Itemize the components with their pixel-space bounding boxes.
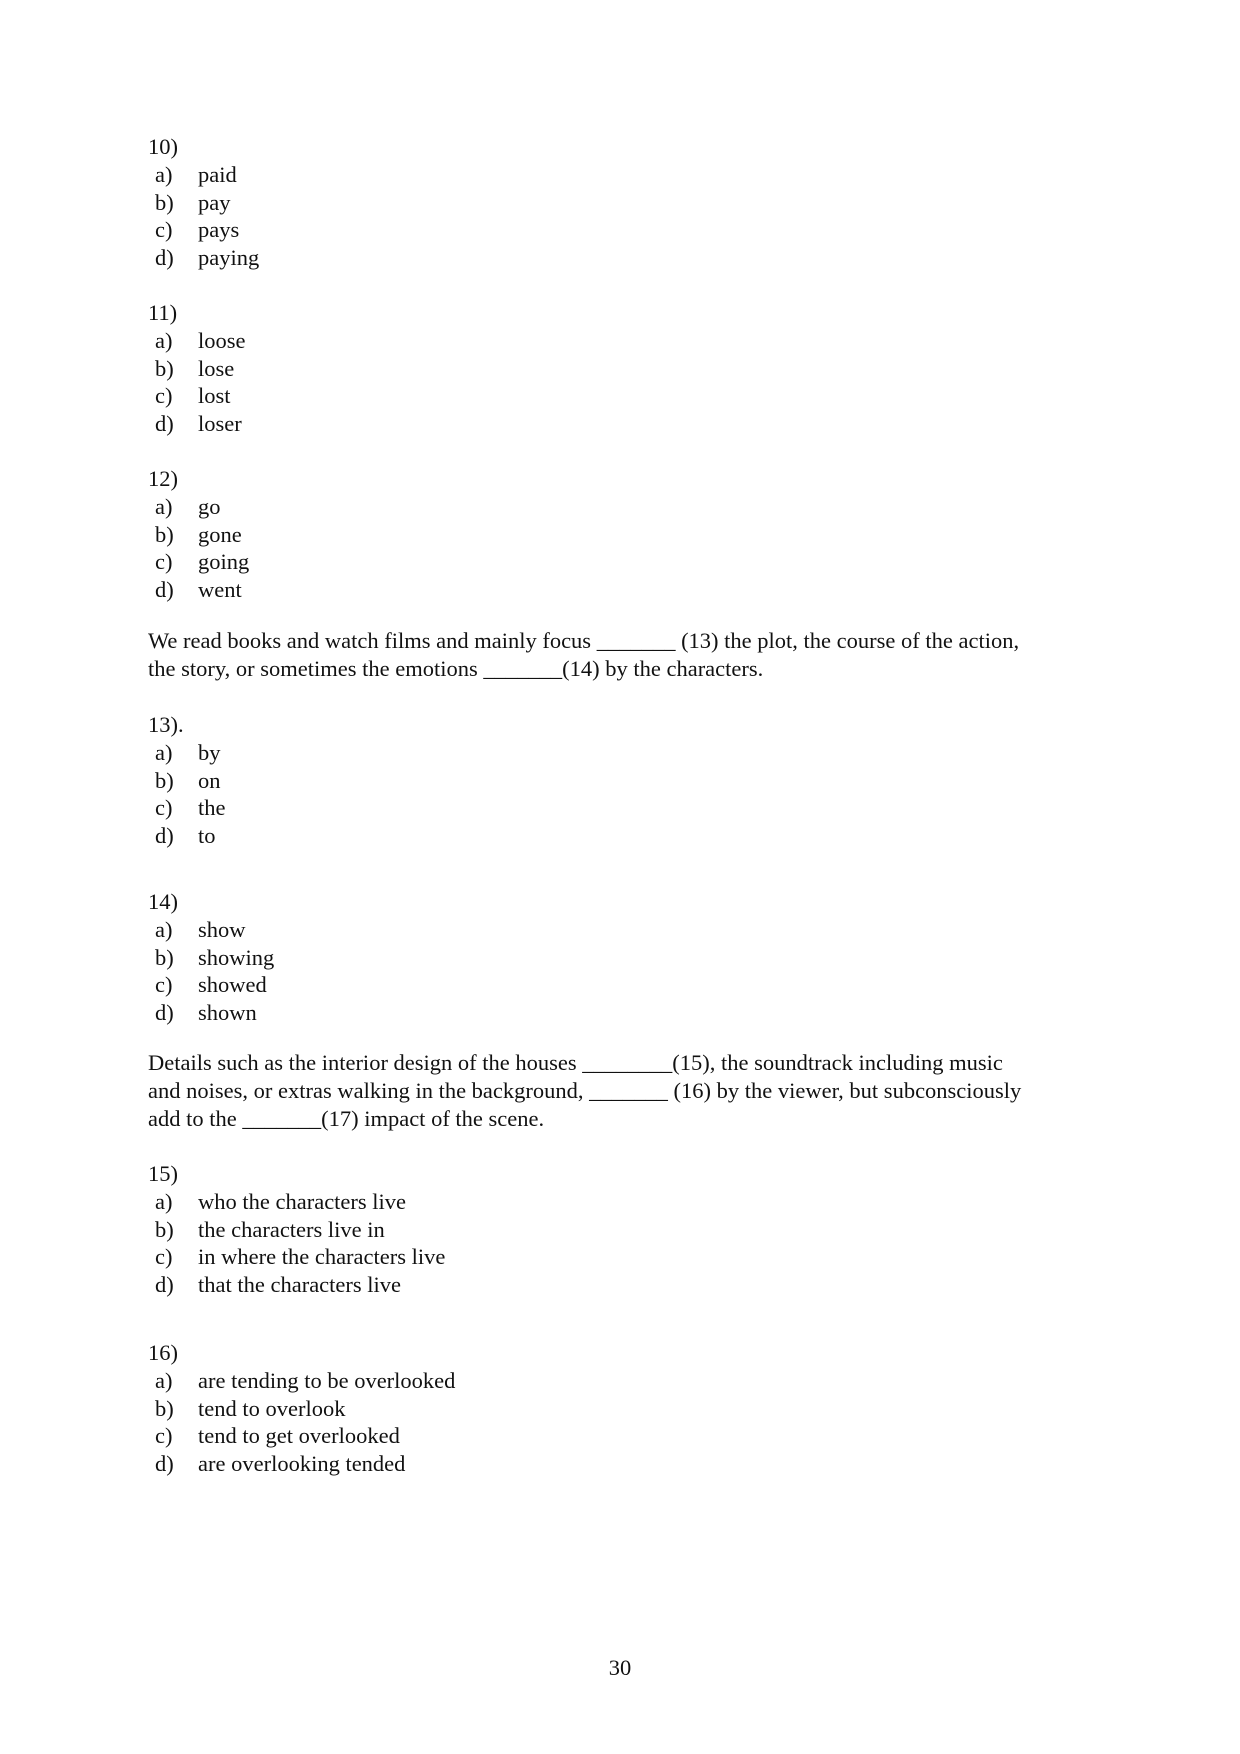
option-letter: b) xyxy=(155,944,174,970)
option-letter: c) xyxy=(155,383,173,409)
option-text: shown xyxy=(198,1000,257,1026)
option-letter: b) xyxy=(155,767,174,793)
option-b xyxy=(148,1395,455,1423)
option-text: showed xyxy=(198,972,267,998)
option-letter: c) xyxy=(155,1244,173,1270)
option-letter: c) xyxy=(155,217,173,243)
option-letter: b) xyxy=(155,1395,174,1421)
option-letter: a) xyxy=(155,327,173,353)
option-letter: b) xyxy=(155,189,174,215)
option-letter: a) xyxy=(155,161,173,187)
option-text: on xyxy=(198,767,221,793)
option-b xyxy=(148,1216,445,1244)
passage-line: add to the _______(17) impact of the scene. xyxy=(148,1105,545,1131)
option-a xyxy=(148,493,249,521)
option-a xyxy=(148,1367,455,1395)
question-number: 10) xyxy=(148,134,178,159)
option-d xyxy=(148,410,246,438)
question-number: 15) xyxy=(148,1161,178,1186)
option-d xyxy=(148,999,274,1027)
passage-line: We read books and watch films and mainly focus _______ (13) the plot, the course of the action, xyxy=(148,628,1020,653)
option-text: the characters live in xyxy=(198,1216,385,1242)
option-c xyxy=(148,1243,445,1271)
option-text: paid xyxy=(198,161,237,187)
option-letter: d) xyxy=(155,1000,174,1026)
option-d xyxy=(148,1450,455,1478)
option-b xyxy=(148,521,249,549)
option-b xyxy=(148,189,259,217)
option-c xyxy=(148,794,226,822)
option-b xyxy=(148,767,226,795)
option-letter: d) xyxy=(155,411,174,437)
option-b xyxy=(148,944,274,972)
option-text: lose xyxy=(198,355,235,381)
option-text: show xyxy=(198,916,246,942)
option-text: loser xyxy=(198,411,242,437)
option-a xyxy=(148,739,226,767)
option-text: go xyxy=(198,493,221,519)
passage-line: the story, or sometimes the emotions _______(14) by the characters. xyxy=(148,655,764,681)
question-number: 12) xyxy=(148,466,178,491)
option-a xyxy=(148,916,274,944)
option-text: tend to get overlooked xyxy=(198,1423,400,1449)
option-text: tend to overlook xyxy=(198,1395,346,1421)
option-a xyxy=(148,1188,445,1216)
question-number: 16) xyxy=(148,1340,178,1365)
option-d xyxy=(148,822,226,850)
option-text: pays xyxy=(198,217,240,243)
option-text: to xyxy=(198,823,216,849)
option-text: went xyxy=(198,577,242,603)
page-number: 30 xyxy=(608,1655,632,1680)
question-13 xyxy=(148,711,226,850)
option-c xyxy=(148,216,259,244)
option-text: are overlooking tended xyxy=(198,1451,406,1477)
option-text: by xyxy=(198,739,221,765)
option-b xyxy=(148,355,246,383)
passage-line: and noises, or extras walking in the background, _______ (16) by the viewer, but subconsciously xyxy=(148,1077,1022,1103)
option-c xyxy=(148,1422,455,1450)
option-letter: a) xyxy=(155,1367,173,1393)
option-letter: c) xyxy=(155,549,173,575)
question-16 xyxy=(148,1339,455,1478)
passage-line: Details such as the interior design of the houses ________(15), the soundtrack including music xyxy=(148,1050,1003,1075)
option-text: the xyxy=(198,795,226,821)
option-a xyxy=(148,327,246,355)
option-c xyxy=(148,382,246,410)
option-letter: d) xyxy=(155,245,174,271)
option-letter: b) xyxy=(155,521,174,547)
option-text: going xyxy=(198,549,250,575)
option-letter: b) xyxy=(155,1216,174,1242)
option-letter: b) xyxy=(155,355,174,381)
option-c xyxy=(148,548,249,576)
option-text: who the characters live xyxy=(198,1188,407,1214)
option-text: lost xyxy=(198,383,231,409)
option-text: pay xyxy=(198,189,231,215)
option-letter: c) xyxy=(155,972,173,998)
passage-2 xyxy=(148,1049,1108,1132)
option-d xyxy=(148,1271,445,1299)
question-number: 13). xyxy=(148,712,184,737)
option-text: are tending to be overlooked xyxy=(198,1367,456,1393)
option-text: showing xyxy=(198,944,275,970)
question-number: 14) xyxy=(148,889,178,914)
passage-1 xyxy=(148,627,1108,683)
option-text: gone xyxy=(198,521,242,547)
option-text: that the characters live xyxy=(198,1272,402,1298)
option-letter: d) xyxy=(155,823,174,849)
option-letter: a) xyxy=(155,493,173,519)
question-15 xyxy=(148,1160,445,1299)
question-14 xyxy=(148,888,274,1027)
option-text: in where the characters live xyxy=(198,1244,446,1270)
option-letter: d) xyxy=(155,577,174,603)
option-letter: d) xyxy=(155,1272,174,1298)
option-d xyxy=(148,576,249,604)
option-letter: a) xyxy=(155,1188,173,1214)
question-10 xyxy=(148,133,259,272)
question-12 xyxy=(148,465,249,604)
option-c xyxy=(148,971,274,999)
question-number: 11) xyxy=(148,300,178,325)
option-letter: c) xyxy=(155,795,173,821)
option-d xyxy=(148,244,259,272)
question-11 xyxy=(148,299,246,438)
option-a xyxy=(148,161,259,189)
option-letter: d) xyxy=(155,1451,174,1477)
option-letter: c) xyxy=(155,1423,173,1449)
option-letter: a) xyxy=(155,916,173,942)
option-letter: a) xyxy=(155,739,173,765)
option-text: loose xyxy=(198,327,246,353)
option-text: paying xyxy=(198,245,260,271)
